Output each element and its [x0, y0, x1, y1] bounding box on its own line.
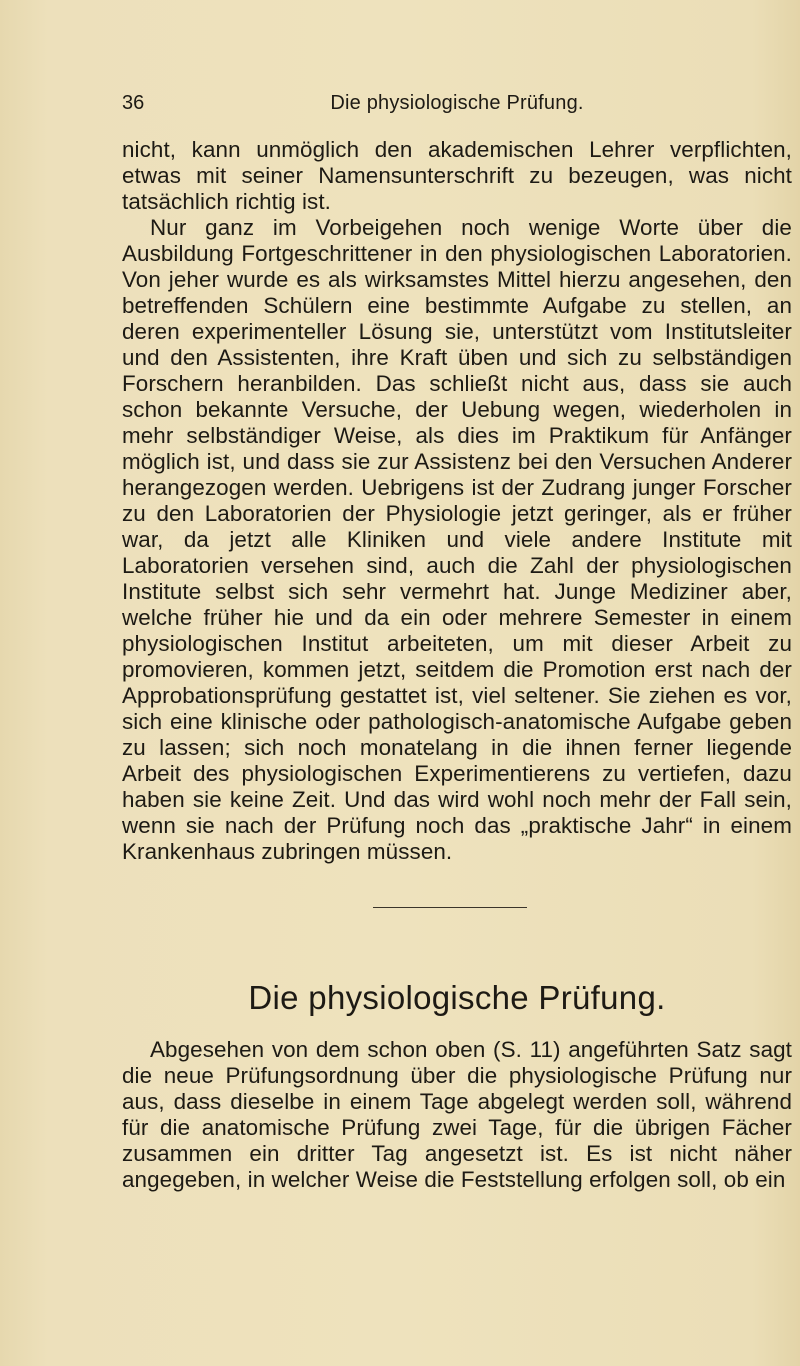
paragraph-continued: nicht, kann unmöglich den akademischen Lehrer verpflichten, etwas mit seiner Namensunterschrift zu bezeugen, was nicht tatsächlich richtig ist.	[122, 137, 792, 214]
page-number: 36	[122, 92, 145, 114]
paragraph-laboratories: Nur ganz im Vorbeigehen noch wenige Worte über die Ausbildung Fortgeschrittener in den physiologischen Laboratorien. Von jeher wurde es als wirksamstes Mittel hierzu angesehen, den betreffenden Schülern eine bestimmte Aufgabe zu stellen, an deren experimenteller Lösung sie, unterstützt vom Institutsleiter und den Assistenten, ihre Kraft üben und sich zu selbständigen Forschern heranbilden. Das schließt nicht aus, dass sie auch schon bekannte Versuche, der Uebung wegen, wiederholen in mehr selbständiger Weise, als dies im Praktikum für Anfänger möglich ist, und dass sie zur Assistenz bei den Versuchen Anderer herangezogen werden. Uebrigens ist der Zudrang junger Forscher zu den Laboratorien der Physiologie jetzt geringer, als er früher war, da jetzt alle Kliniken und viele andere Institute mit Laboratorien versehen sind, auch die Zahl der physiologischen Institute selbst sich sehr vermehrt hat. Junge Mediziner aber, welche früher hie und da ein oder mehrere Semester in einem physiologischen Institut arbeiteten, um mit dieser Arbeit zu promovieren, kommen jetzt, seitdem die Promotion erst nach der Approbationsprüfung gestattet ist, viel seltener. Sie ziehen es vor, sich eine klinische oder pathologisch-anatomische Aufgabe geben zu lassen; sich noch monatelang in die ihnen ferner liegende Arbeit des physiologischen Experimentierens zu vertiefen, dazu haben sie keine Zeit. Und das wird wohl noch mehr der Fall sein, wenn sie nach der Prüfung noch das „praktische Jahr“ in einem Krankenhaus zubringen müssen.	[122, 215, 792, 864]
section-heading: Die physiologische Prüfung.	[248, 979, 666, 1016]
body-text	[122, 137, 792, 865]
running-title: Die physiologische Prüfung.	[330, 92, 584, 114]
running-head	[122, 92, 792, 120]
paragraph-examination: Abgesehen von dem schon oben (S. 11) angeführten Satz sagt die neue Prüfungsordnung über die physiologische Prüfung nur aus, dass dieselbe in einem Tage abgelegt werden soll, während für die anatomische Prüfung zwei Tage, für die übrigen Fächer zusammen ein dritter Tag angesetzt ist. Es ist nicht näher angegeben, in welcher Weise die Feststellung erfolgen soll, ob ein	[122, 1037, 792, 1192]
section-divider	[373, 907, 527, 908]
section-body-text	[122, 1037, 792, 1193]
